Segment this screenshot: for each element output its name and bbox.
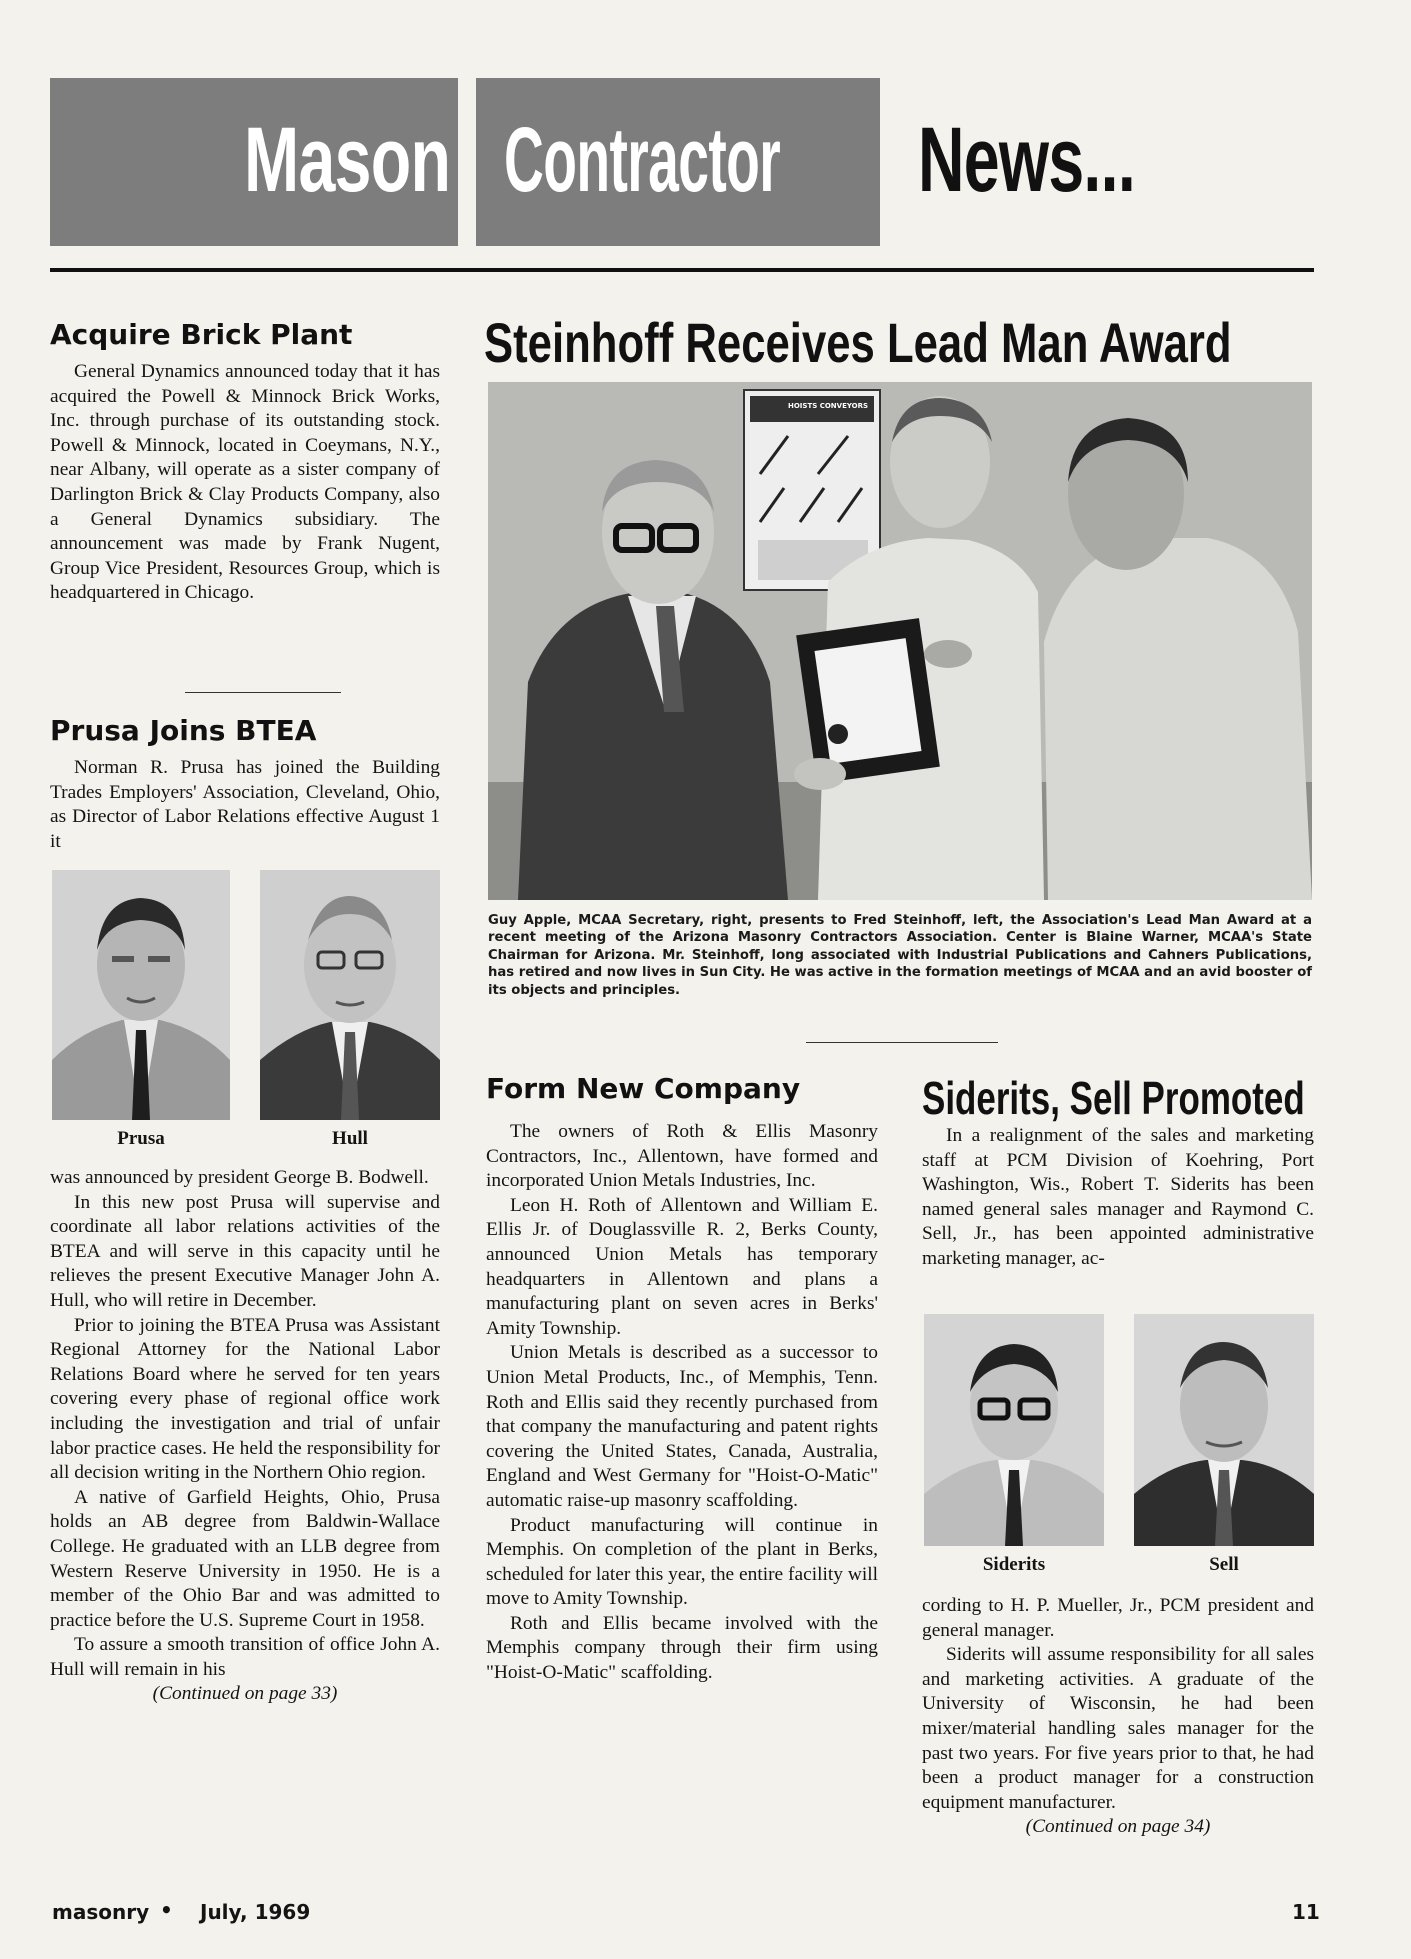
paragraph: In this new post Prusa will supervise and coordinate all labor relations activities of the BTEA and will serve in this capacity until he relieves the present Executive Manager John A. Hull, who will retire in December. [50, 1191, 440, 1311]
portrait-prusa-icon [52, 870, 230, 1120]
paragraph: Roth and Ellis became involved with the Memphis company through their firm using "Hoist-O-Matic" scaffolding. [486, 1612, 878, 1684]
masthead [0, 0, 1411, 280]
footer-publication: masonry [52, 1900, 150, 1924]
footer-date: July, 1969 [200, 1900, 311, 1924]
photo-sell [1134, 1314, 1314, 1546]
caption-siderits: Siderits [982, 1554, 1046, 1575]
paragraph: Siderits will assume responsibility for all sales and marketing activities. A graduate of the University of Wisconsin, he had been mixer/material handling sales manager for the past two years. For five years prior to that, he had been a product manager for a construction equipment manufacturer. [922, 1644, 1314, 1813]
paragraph: cording to H. P. Mueller, Jr., PCM president and general manager. [922, 1595, 1314, 1641]
paragraph: To assure a smooth transition of office John A. Hull will remain in his [50, 1634, 440, 1680]
article-siderits-body [922, 1594, 1314, 1840]
continued-notice: (Continued on page 34) [1025, 1816, 1211, 1838]
masthead-word-contractor: Contractor [504, 109, 781, 211]
paragraph: Leon H. Roth of Allentown and William E. Ellis Jr. of Douglassville R. 2, Berks County, announced Union Metals has temporary headquarters in Allentown and plans a manufacturing plant on seven acres in Berks' Amity Township. [486, 1194, 878, 1339]
headline-acquire-brick-plant: Acquire Brick Plant [50, 318, 353, 351]
article-prusa-body [50, 1166, 440, 1707]
paragraph: The owners of Roth & Ellis Masonry Contractors, Inc., Allentown, have formed and incorporated Union Metals Industries, Inc. [486, 1121, 878, 1192]
paragraph: was announced by president George B. Bodwell. [50, 1167, 429, 1188]
masthead-word-news: News... [918, 109, 1136, 211]
caption-sell: Sell [1209, 1554, 1239, 1575]
article-form-new-company [486, 1120, 878, 1686]
headline-siderits-sell: Siderits, Sell Promoted [922, 1072, 1305, 1124]
photo-caption-steinhoff: Guy Apple, MCAA Secretary, right, presents to Fred Steinhoff, left, the Association's Lead Man Award at a recent meeting of the Arizona Masonry Contractors Association. Center is Blaine Warner, MCAA's State Chairman for Arizona. Mr. Steinhoff, long associated with Industrial Publications and Cahners Publications, has retired and now lives in Sun City. He was active in the formation meetings of MCAA and an avid booster of its objects and principles. [488, 913, 1312, 998]
headline-form-new-company: Form New Company [486, 1072, 801, 1105]
masthead-word-mason: Mason [244, 109, 451, 211]
award-photo-icon [488, 382, 1312, 900]
masthead-rule [50, 268, 1314, 272]
article-prusa-lead [50, 756, 440, 854]
photo-award-presentation [488, 382, 1312, 900]
poster-text: HOISTS CONVEYORS [788, 402, 869, 410]
caption-hull: Hull [332, 1128, 368, 1149]
portrait-hull-icon [260, 870, 440, 1120]
caption-prusa: Prusa [117, 1128, 165, 1149]
headline-steinhoff: Steinhoff Receives Lead Man Award [484, 311, 1232, 374]
headline-prusa-joins-btea: Prusa Joins BTEA [50, 714, 317, 747]
portrait-siderits-icon [924, 1314, 1104, 1546]
footer-page-number: 11 [1292, 1900, 1320, 1924]
article-acquire-brick-plant [50, 360, 440, 606]
photo-prusa [52, 870, 230, 1120]
divider-left [185, 692, 341, 693]
paragraph: Union Metals is described as a successor to Union Metal Products, Inc., of Memphis, Tenn. Roth and Ellis said they recently purchased from that company the manufacturing and patent rights covering the United States, Canada, Australia, England and West Germany for "Hoist-O-Matic" automatic raise-up masonry scaffolding. [486, 1342, 878, 1511]
photo-siderits [924, 1314, 1104, 1546]
article-siderits-lead [922, 1124, 1314, 1272]
paragraph: General Dynamics announced today that it has acquired the Powell & Minnock Brick Works, Inc. through purchase of its outstanding stock. Powell & Minnock, located in Coeymans, N.Y., near Albany, will operate as a sister company of Darlington Brick & Clay Products Company, also a General Dynamics subsidiary. The announcement was made by Frank Nugent, Group Vice President, Resources Group, which is headquartered in Chicago. [50, 361, 440, 604]
portrait-sell-icon [1134, 1314, 1314, 1546]
paragraph: Product manufacturing will continue in Memphis. On completion of the plant in Berks, scheduled for later this year, the entire facility will move to Amity Township. [486, 1514, 878, 1610]
paragraph: Prior to joining the BTEA Prusa was Assistant Regional Attorney for the National Labor Relations Board where he served for ten years covering every phase of regional office work including the investigation and trial of unfair labor practice cases. He held the responsibility for all decision writing in the Northern Ohio region. [50, 1314, 440, 1484]
photo-hull [260, 870, 440, 1120]
continued-notice: (Continued on page 33) [152, 1683, 338, 1705]
paragraph: Norman R. Prusa has joined the Building Trades Employers' Association, Cleveland, Ohio, as Director of Labor Relations effective August 1 it [50, 757, 440, 852]
footer-bullet: • [160, 1898, 173, 1922]
paragraph: In a realignment of the sales and marketing staff at PCM Division of Koehring, Port Washington, Wis., Robert T. Siderits has been named general sales manager and Raymond C. Sell, Jr., has been appointed administrative marketing manager, ac- [922, 1125, 1314, 1269]
divider-center [806, 1042, 998, 1043]
paragraph: A native of Garfield Heights, Ohio, Prusa holds an AB degree from Baldwin-Wallace College. He graduated with an LLB degree from Western Reserve University in 1950. He is a member of the Ohio Bar and was admitted to practice before the U.S. Supreme Court in 1958. [50, 1486, 440, 1631]
